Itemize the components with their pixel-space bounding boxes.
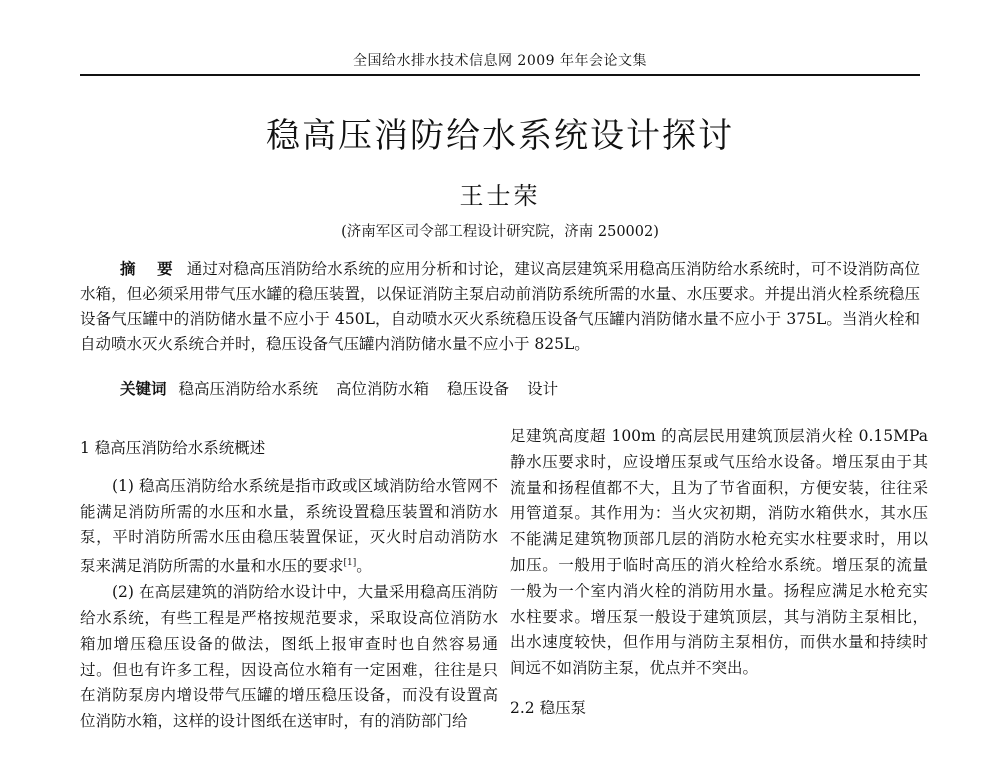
right-column — [510, 424, 928, 722]
keyword-item: 稳高压消防给水系统 — [178, 380, 319, 398]
section-heading-2-2: 2.2 稳压泵 — [510, 698, 587, 717]
abstract-label: 摘 要 — [120, 259, 181, 278]
keyword-item: 高位消防水箱 — [336, 380, 430, 398]
paragraph-1-1 — [80, 474, 498, 580]
abstract — [80, 256, 920, 357]
author-name: 王士荣 — [459, 182, 541, 210]
keywords — [120, 376, 920, 402]
paragraph-2-1-continued: 足建筑高度超 100m 的高层民用建筑顶层消火栓 0.15MPa 静水压要求时，应设增压泵或气压给水设备。增压泵由于其流量和扬程值都不大，且为了节省面积，方便安装，往往采用管道泵。其作用为：当火灾初期，消防水箱供水，其水压不能满足建筑物顶部几层的消防水枪充实水柱要求时，用以加压。一般用于临时高压的消火栓给水系统。增压泵的流量一般为一个室内消火栓的消防用水量。扬程应满足水枪充实水柱要求。增压泵一般设于建筑顶层，其与消防主泵相比，出水速度较快，但作用与消防主泵相仿，而供水量和持续时间远不如消防主泵，优点并不突出。 — [510, 427, 928, 678]
keyword-item: 设计 — [527, 380, 559, 398]
keywords-label: 关键词 — [120, 379, 167, 398]
keyword-item: 稳压设备 — [447, 380, 510, 398]
paragraph-1-2: (2) 在高层建筑的消防给水设计中，大量采用稳高压消防给水系统，有些工程是严格按规范要求，采取设高位消防水箱加增压稳压设备的做法，图纸上报审查时也自然容易通过。但也有许多工程，因设高位水箱有一定困难，往往是只在消防泵房内增设带气压罐的增压稳压设备，而没有设置高位消防水箱，这样的设计图纸在送审时，有的消防部门给 — [80, 583, 498, 731]
running-head-rule — [80, 74, 920, 76]
paragraph-1-1-end: 。 — [356, 557, 372, 576]
left-column — [80, 424, 498, 735]
running-head: 全国给水排水技术信息网 2009 年年会论文集 — [352, 53, 648, 69]
paragraph-1-1-text: (1) 稳高压消防给水系统是指市政或区域消防给水管网不能满足消防所需的水压和水量，系统设置稳压装置和消防水泵，平时消防所需水压由稳压装置保证，灭火时启动消防水泵来满足消防所需的水量和水压的要求 — [80, 476, 498, 576]
affiliation: (济南军区司令部工程设计研究院，济南 250002) — [341, 224, 659, 240]
section-heading-1: 1 稳高压消防给水系统概述 — [80, 439, 266, 457]
abstract-text: 通过对稳高压消防给水系统的应用分析和讨论，建议高层建筑采用稳高压消防给水系统时，可不设消防高位水箱，但必须采用带气压水罐的稳压装置，以保证消防主泵启动前消防系统所需的水量、水压要求。并提出消火栓系统稳压设备气压罐中的消防储水量不应小于 450L，自动喷水灭火系统稳压设备气压罐内消防储水量不应小于 375L。当消火栓和自动喷水灭火系统合并时，稳压设备气压罐内消防储水量不应小于 825L。 — [80, 260, 920, 353]
citation-ref: [1] — [343, 558, 357, 569]
paper-title: 稳高压消防给水系统设计探讨 — [266, 116, 734, 156]
